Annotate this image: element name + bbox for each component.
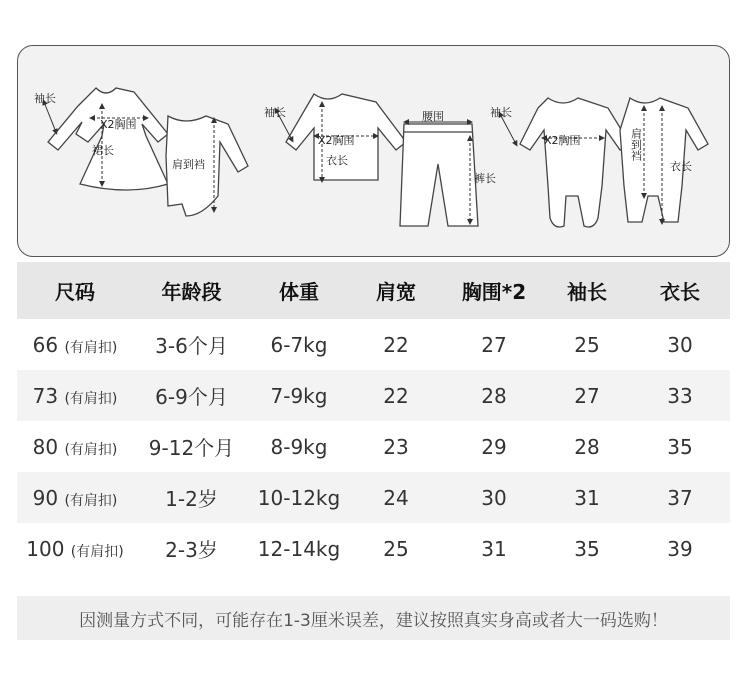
sleeve-cell: 35 [574, 536, 600, 561]
size-cell [17, 319, 133, 370]
chest-cell: 30 [444, 472, 544, 523]
size-value: 80 [32, 434, 59, 459]
shoulder-cell: 22 [348, 370, 444, 421]
size-value: 90 [32, 485, 59, 510]
header-weight: 体重 [250, 262, 348, 319]
table-row [17, 421, 730, 472]
size-cell [17, 472, 133, 523]
chest-cell: 27 [481, 332, 507, 357]
shoulder-cell: 25 [383, 536, 409, 561]
dress-chest-label: X2胸围 [100, 118, 137, 131]
garment-diagram [18, 46, 730, 257]
sleeve-cell: 27 [544, 370, 630, 421]
top-pants-drawing [286, 94, 478, 226]
set-chest-label: X2胸围 [318, 134, 355, 147]
size-note: (有肩扣) [64, 339, 118, 356]
size-value: 66 [32, 332, 59, 357]
table-header-row [17, 262, 730, 319]
set-sleeve-label: 袖长 [264, 106, 286, 119]
header-size: 尺码 [17, 262, 133, 319]
header-length: 衣长 [630, 262, 730, 319]
size-cell [17, 421, 133, 472]
dress-sleeve-label: 袖长 [34, 92, 56, 105]
dress-shoulder-crotch-label: 肩到裆 [172, 158, 205, 171]
size-note: (有肩扣) [64, 441, 118, 458]
size-note: (有肩扣) [64, 492, 118, 509]
header-shoulder: 肩宽 [348, 262, 444, 319]
length-cell: 35 [667, 434, 693, 459]
weight-cell: 10-12kg [250, 472, 348, 523]
table-row [17, 472, 730, 523]
header-age: 年龄段 [133, 262, 250, 319]
size-chart-table [17, 262, 730, 574]
weight-cell: 12-14kg [257, 536, 341, 561]
table-row [17, 523, 730, 574]
size-note: (有肩扣) [70, 543, 124, 560]
chest-cell: 28 [444, 370, 544, 421]
sleeve-cell: 31 [544, 472, 630, 523]
set-waist-label: 腰围 [422, 110, 444, 123]
weight-cell: 6-7kg [270, 332, 328, 357]
garment-illustration-panel [17, 45, 730, 257]
sleeve-cell: 28 [574, 434, 600, 459]
table-row [17, 370, 730, 421]
weight-cell: 7-9kg [250, 370, 348, 421]
header-sleeve: 袖长 [544, 262, 630, 319]
size-cell [17, 523, 133, 574]
age-cell: 1-2岁 [133, 472, 250, 523]
set-length-label: 衣长 [326, 154, 348, 167]
romper-length-label: 衣长 [670, 160, 692, 173]
header-chest: 胸围*2 [444, 262, 544, 319]
shoulder-cell: 22 [383, 332, 409, 357]
romper-chest-label: X2胸围 [544, 134, 581, 147]
dress-skirt-label: 裙长 [92, 144, 114, 157]
length-cell: 37 [630, 472, 730, 523]
age-cell: 3-6个月 [155, 334, 228, 358]
measurement-disclaimer: 因测量方式不同，可能存在1-3厘米误差，建议按照真实身高或者大一码选购！ [17, 596, 730, 640]
sleeve-cell: 25 [574, 332, 600, 357]
chest-cell: 31 [481, 536, 507, 561]
size-note: (有肩扣) [64, 390, 118, 407]
set-pants-label: 裤长 [474, 172, 496, 185]
size-value: 73 [32, 383, 59, 408]
age-cell: 2-3岁 [165, 538, 218, 562]
age-cell: 6-9个月 [133, 370, 250, 421]
table-row [17, 319, 730, 370]
size-value: 100 [26, 536, 65, 561]
size-cell [17, 370, 133, 421]
chest-cell: 29 [481, 434, 507, 459]
dress-bodysuit-drawing [48, 88, 248, 216]
length-cell: 33 [630, 370, 730, 421]
romper-sleeve-label: 袖长 [490, 106, 512, 119]
shoulder-cell: 23 [383, 434, 409, 459]
length-cell: 39 [667, 536, 693, 561]
romper-shoulder-crotch-label: 肩到裆 [629, 128, 643, 161]
age-cell: 9-12个月 [148, 436, 235, 460]
shoulder-cell: 24 [348, 472, 444, 523]
weight-cell: 8-9kg [270, 434, 328, 459]
length-cell: 30 [667, 332, 693, 357]
